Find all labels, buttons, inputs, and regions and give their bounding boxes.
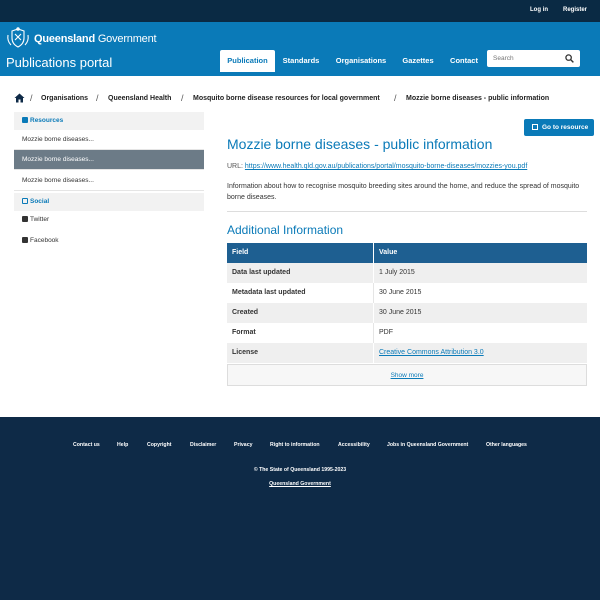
twitter-icon: [22, 216, 28, 222]
field-cell: Created: [227, 303, 374, 323]
share-icon: [22, 198, 28, 204]
breadcrumb-queensland-health[interactable]: Queensland Health: [108, 95, 172, 102]
home-icon[interactable]: [14, 93, 25, 103]
twitter-link[interactable]: Twitter: [14, 210, 204, 230]
footer-link-disclaimer[interactable]: Disclaimer: [190, 442, 217, 448]
brand-light: Government: [97, 33, 157, 45]
table-row: [227, 263, 587, 283]
brand-bold: Queensland: [34, 33, 95, 45]
breadcrumb-separator: /: [30, 93, 33, 103]
social-heading: Social: [14, 193, 204, 211]
value-cell: 1 July 2015: [374, 263, 587, 283]
nav-publication[interactable]: Publication: [220, 50, 275, 72]
nav-gazettes[interactable]: Gazettes: [402, 56, 434, 65]
queensland-government-link[interactable]: Queensland Government: [269, 481, 331, 487]
search-icon[interactable]: [565, 54, 574, 63]
footer-link-contact[interactable]: Contact us: [73, 442, 100, 448]
table-row: [227, 323, 587, 343]
breadcrumb-separator: /: [394, 93, 397, 103]
resource-item-active[interactable]: Mozzie borne diseases...: [14, 150, 204, 170]
breadcrumb-mosquito-resources[interactable]: Mosquito borne disease resources for local government: [193, 95, 380, 102]
field-cell: Format: [227, 323, 374, 343]
value-cell: PDF: [374, 323, 587, 343]
copyright-notice: © The State of Queensland 1995-2023: [253, 467, 347, 473]
login-link[interactable]: Log in: [530, 7, 548, 13]
value-cell: 30 June 2015: [374, 303, 587, 323]
nav-standards[interactable]: Standards: [282, 56, 320, 65]
resources-heading: Resources: [14, 112, 204, 130]
resource-url-line: [227, 163, 527, 170]
masthead: [0, 22, 600, 76]
resource-description: Information about how to recognise mosquito breeding sites around the home, and reduce the spread of mosquito borne diseases.: [227, 183, 580, 201]
footer-link-accessibility[interactable]: Accessibility: [338, 442, 370, 448]
facebook-link[interactable]: Facebook: [14, 231, 204, 251]
license-link[interactable]: Creative Commons Attribution 3.0: [379, 349, 484, 356]
queensland-crest-icon[interactable]: [6, 27, 30, 49]
table-row: [227, 343, 587, 363]
value-cell: 30 June 2015: [374, 283, 587, 303]
field-cell: Metadata last updated: [227, 283, 374, 303]
nav-organisations[interactable]: Organisations: [335, 56, 387, 65]
footer-link-help[interactable]: Help: [117, 442, 129, 448]
table-row: [227, 303, 587, 323]
footer-link-rti[interactable]: Right to information: [270, 442, 320, 448]
breadcrumb-current: Mozzie borne diseases - public information: [406, 95, 550, 102]
government-brand[interactable]: [34, 33, 156, 45]
resources-icon: [22, 117, 28, 123]
facebook-icon: [22, 237, 28, 243]
footer: [0, 417, 600, 600]
resource-url-link[interactable]: https://www.health.qld.gov.au/publications/portal/mosquito-borne-diseases/mozzies-you.pdf: [244, 163, 528, 170]
portal-title[interactable]: Publications portal: [6, 55, 113, 70]
divider: [227, 211, 587, 212]
field-cell: Data last updated: [227, 263, 374, 283]
breadcrumb-organisations[interactable]: Organisations: [41, 95, 89, 102]
table-header-row: [227, 243, 587, 263]
footer-link-languages[interactable]: Other languages: [486, 442, 527, 448]
url-label: URL:: [227, 163, 243, 170]
register-link[interactable]: Register: [563, 7, 588, 13]
resource-item[interactable]: Mozzie borne diseases...: [14, 171, 204, 191]
additional-info-heading: Additional Information: [227, 223, 344, 237]
search-input[interactable]: [487, 50, 562, 67]
breadcrumb-separator: /: [181, 93, 184, 103]
footer-link-jobs[interactable]: Jobs in Queensland Government: [387, 442, 469, 448]
footer-link-copyright[interactable]: Copyright: [147, 442, 172, 448]
breadcrumb-separator: /: [96, 93, 99, 103]
top-utility-bar: [0, 0, 600, 22]
external-link-icon: [532, 124, 538, 130]
value-cell: [374, 343, 587, 363]
nav-contact[interactable]: Contact: [450, 56, 478, 65]
footer-link-privacy[interactable]: Privacy: [234, 442, 253, 448]
search-box: [487, 50, 580, 67]
go-to-resource-button[interactable]: Go to resource: [524, 119, 594, 136]
table-header-field: Field: [227, 243, 374, 263]
field-cell: License: [227, 343, 374, 363]
show-more-button[interactable]: Show more: [227, 364, 587, 386]
resource-item[interactable]: Mozzie borne diseases...: [14, 130, 204, 150]
table-header-value: Value: [374, 243, 587, 263]
page-title: Mozzie borne diseases - public information: [227, 136, 493, 152]
table-row: [227, 283, 587, 303]
